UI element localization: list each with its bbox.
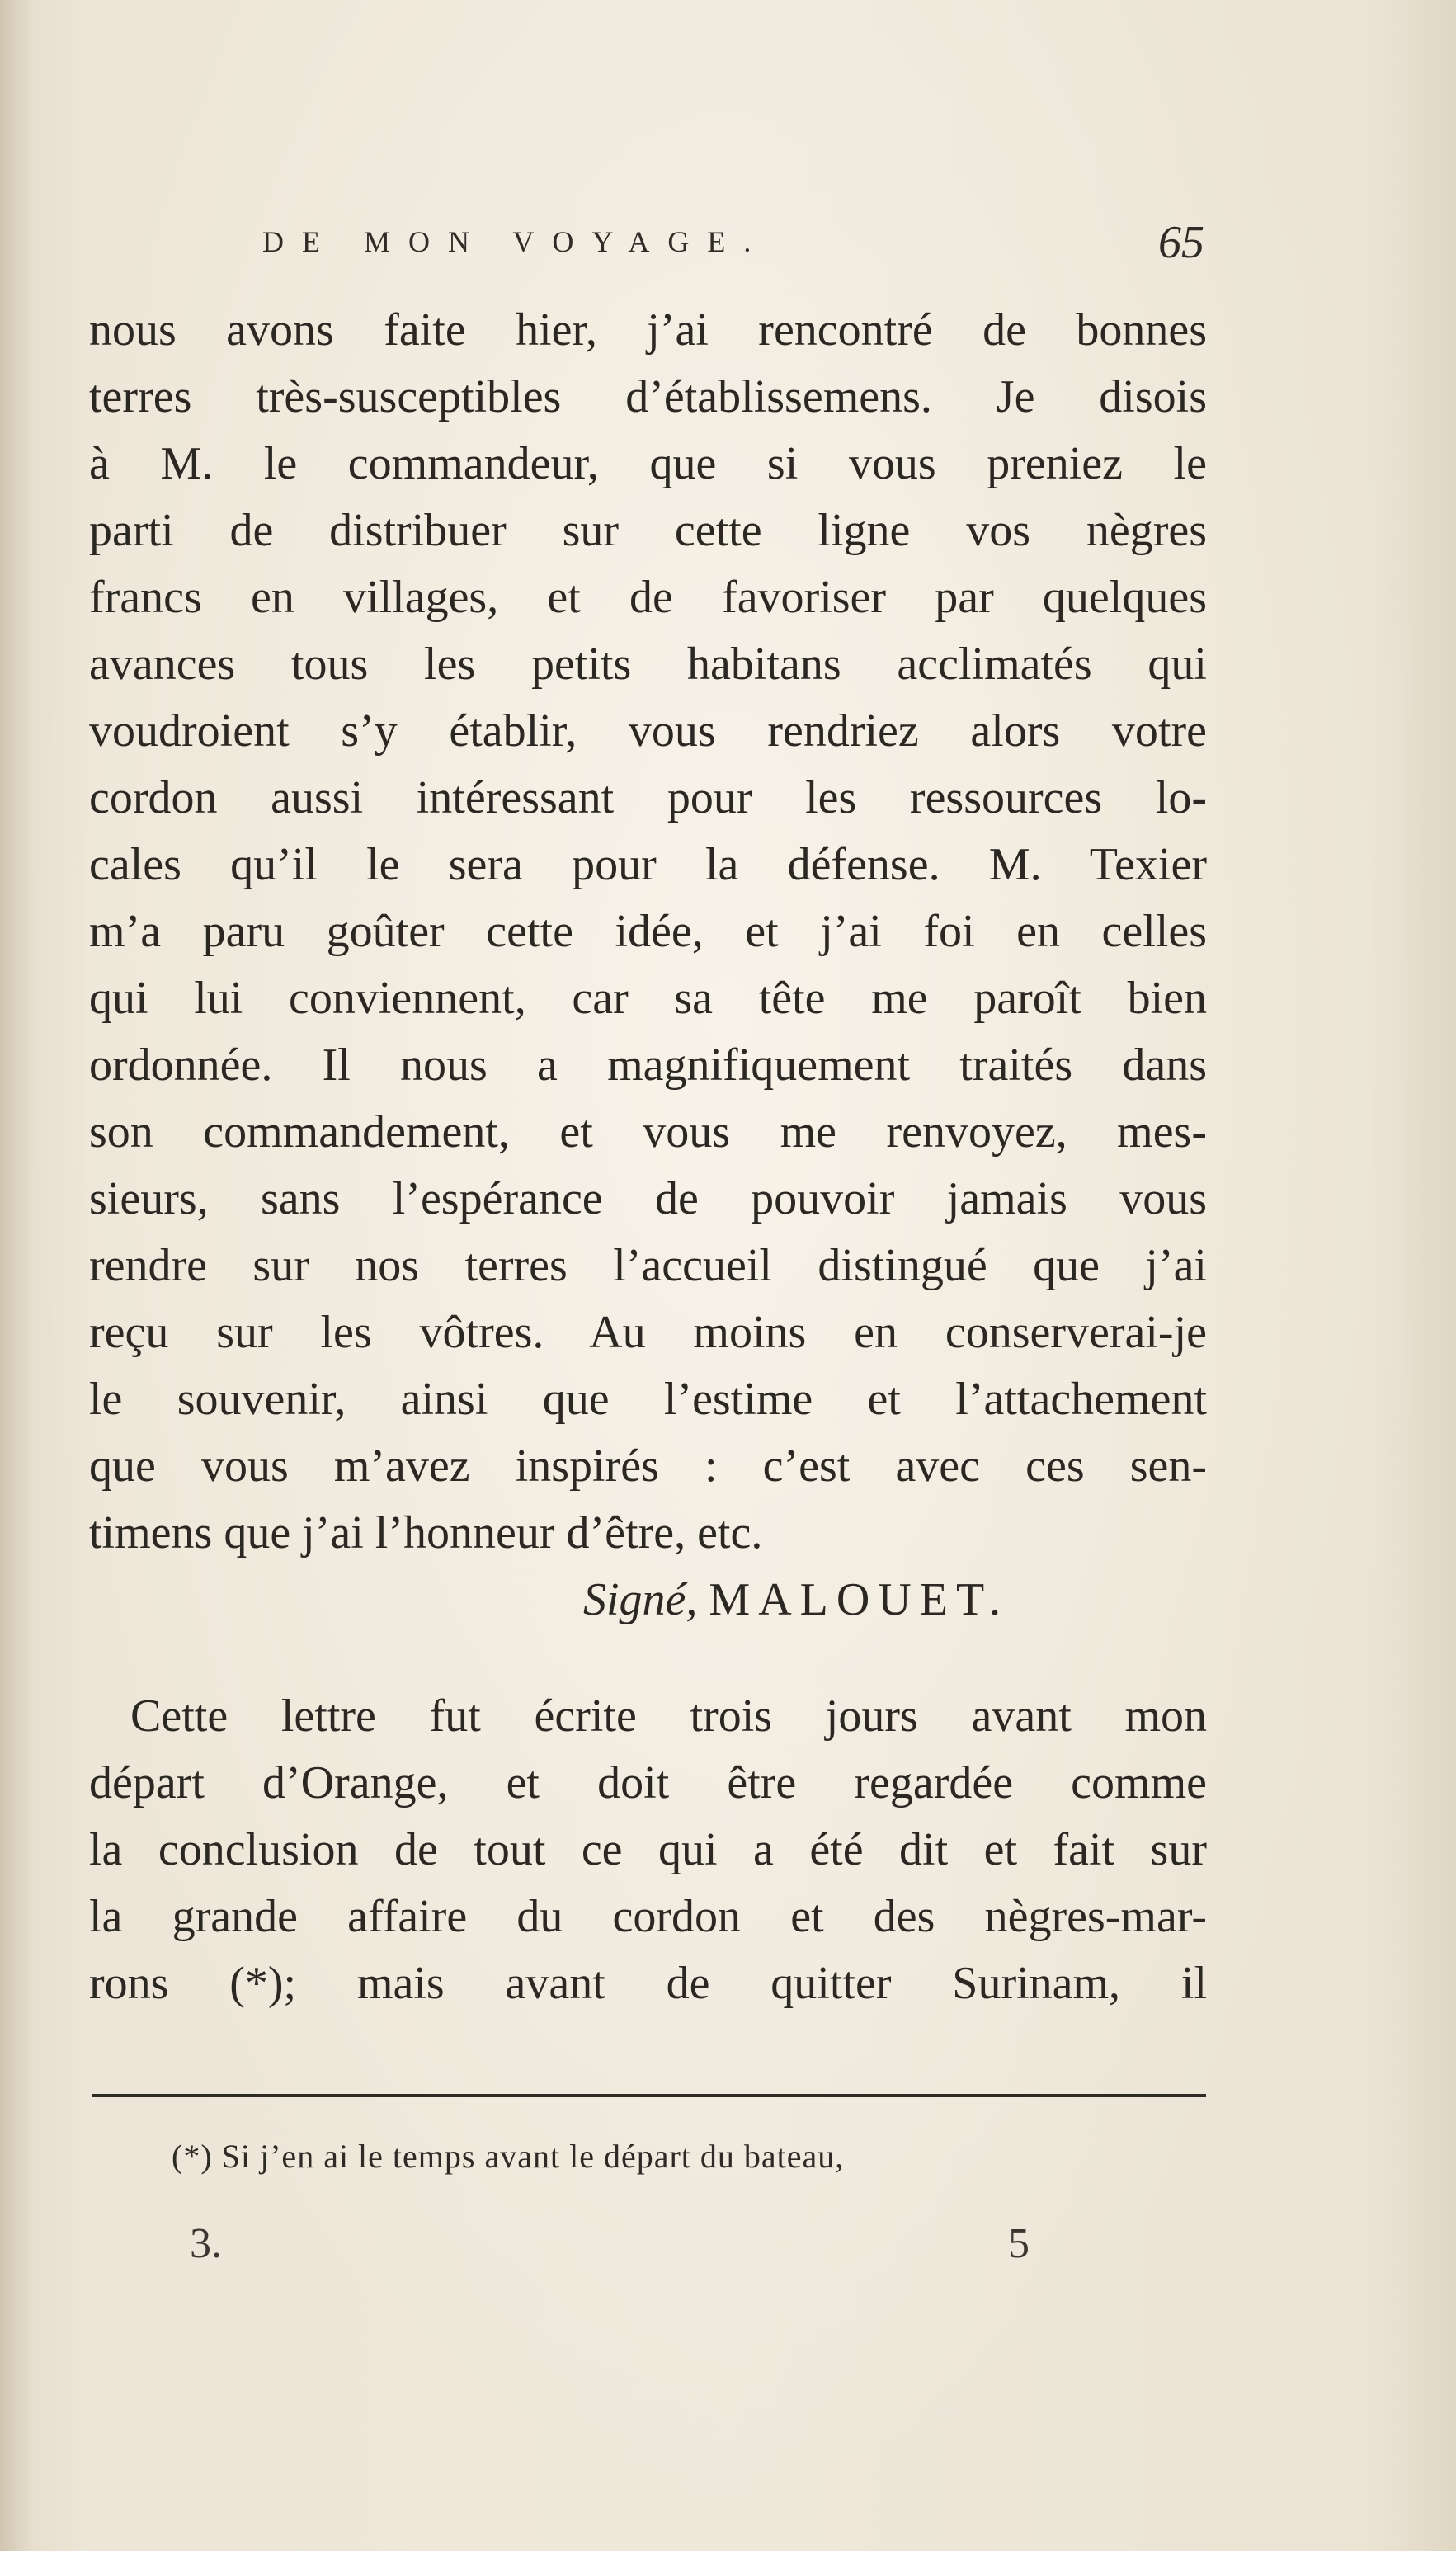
spine-shadow	[0, 0, 33, 2551]
text-line: nous avons faite hier, j’ai rencontré de bonnes	[89, 304, 1207, 356]
page-number: 65	[1158, 217, 1204, 268]
text-line: cordon aussi intéressant pour les ressources lo-	[89, 772, 1207, 823]
text-line: francs en villages, et de favoriser par quelques	[89, 572, 1207, 623]
text-line: ordonnée. Il nous a magnifiquement traités dans	[89, 1040, 1207, 1091]
text-line: rons (*); mais avant de quitter Surinam, il	[89, 1958, 1207, 2009]
text-line: voudroient s’y établir, vous rendriez alors votre	[89, 705, 1207, 757]
text-line: reçu sur les vôtres. Au moins en conserverai-je	[89, 1307, 1207, 1358]
text-line: qui lui conviennent, car sa tête me paroît bien	[89, 973, 1207, 1024]
text-line: rendre sur nos terres l’accueil distingué que j’ai	[89, 1240, 1207, 1291]
text-line: sieurs, sans l’espérance de pouvoir jamais vous	[89, 1173, 1207, 1224]
text-line: timens que j’ai l’honneur d’être, etc.	[89, 1507, 763, 1558]
text-line: le souvenir, ainsi que l’estime et l’attachement	[89, 1374, 1207, 1425]
paragraph-gap	[89, 1634, 1207, 1683]
text-line: cales qu’il le sera pour la défense. M. Texier	[89, 839, 1207, 890]
signature	[89, 1567, 1207, 1634]
text-line: avances tous les petits habitans acclimatés qui	[89, 639, 1207, 690]
signature-mark-left: 3.	[190, 2220, 222, 2267]
text-line: départ d’Orange, et doit être regardée comme	[89, 1757, 1207, 1808]
running-title: DE MON VOYAGE.	[262, 225, 770, 258]
text-line: la grande affaire du cordon et des nègres-mar-	[89, 1891, 1207, 1942]
printer-signature-marks	[0, 2219, 1456, 2277]
text-line: la conclusion de tout ce qui a été dit et fait sur	[89, 1824, 1207, 1875]
signature-mark-right: 5	[1008, 2220, 1030, 2267]
text-line: m’a paru goûter cette idée, et j’ai foi en celles	[89, 906, 1207, 957]
body-text	[89, 297, 1207, 2017]
footnote-rule	[92, 2094, 1206, 2097]
text-line: terres très-susceptibles d’établissemens. Je disois	[89, 371, 1207, 422]
text-line: son commandement, et vous me renvoyez, mes-	[89, 1106, 1207, 1158]
text-line: parti de distribuer sur cette ligne vos nègres	[89, 505, 1207, 556]
text-line: que vous m’avez inspirés : c’est avec ces sen-	[89, 1441, 1207, 1492]
running-head	[262, 216, 1204, 274]
text-line: Cette lettre fut écrite trois jours avant mon	[130, 1690, 1207, 1742]
signature-prefix: Signé,	[582, 1574, 698, 1625]
footnote: (*) Si j’en ai le temps avant le départ du bateau,	[172, 2138, 845, 2175]
text-line: à M. le commandeur, que si vous preniez le	[89, 438, 1207, 489]
signature-name: MALOUET.	[709, 1574, 1009, 1625]
